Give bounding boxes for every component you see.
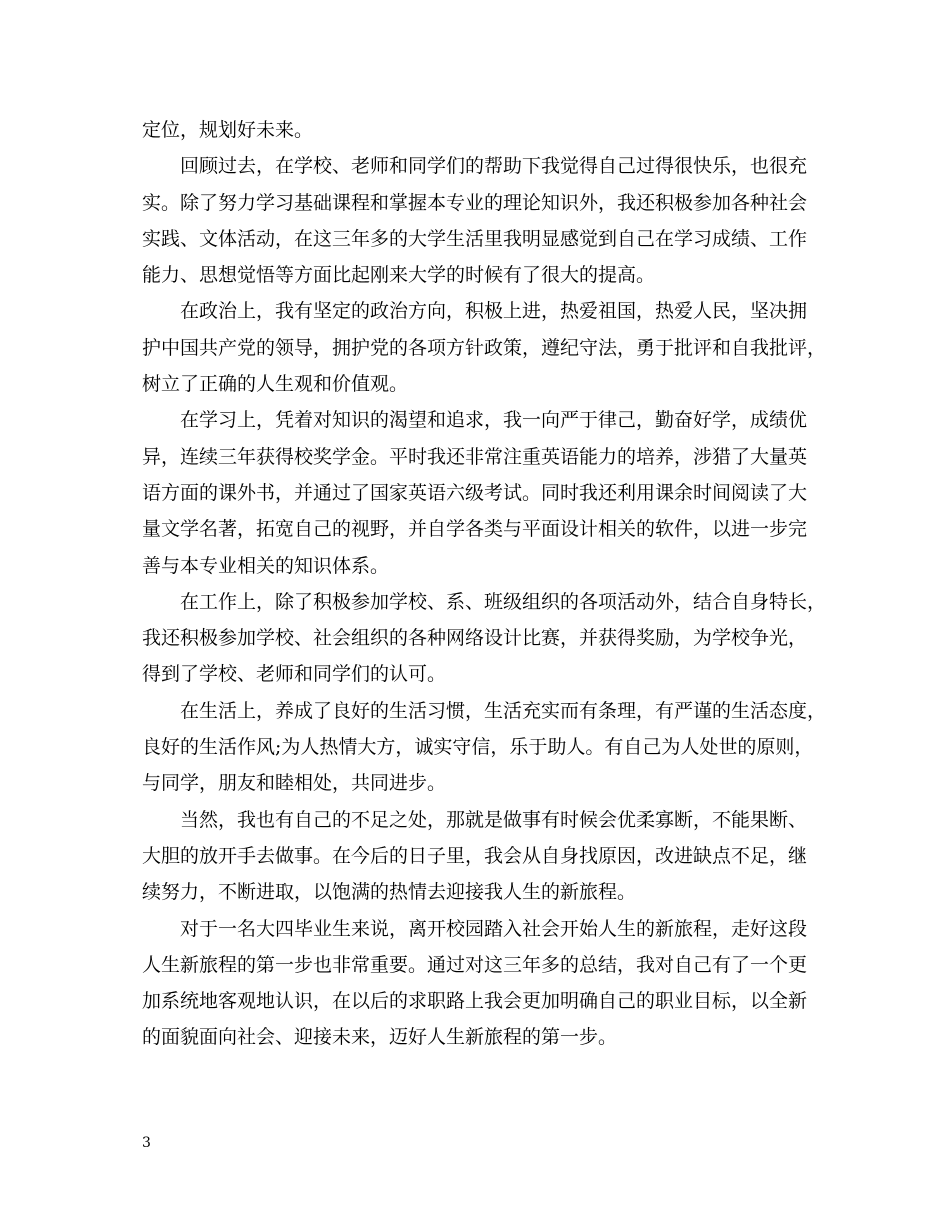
text-line: 异，连续三年获得校奖学金。平时我还非常注重英语能力的培养，涉猎了大量英 (142, 445, 808, 468)
text-line: 树立了正确的人生观和价值观。 (142, 373, 409, 396)
text-line: 量文学名著，拓宽自己的视野，并自学各类与平面设计相关的软件，以进一步完 (142, 518, 808, 541)
paragraph-first-line: 回顾过去，在学校、老师和同学们的帮助下我觉得自己过得很快乐，也很充 (180, 155, 808, 178)
text-line: 我还积极参加学校、社会组织的各种网络设计比赛，并获得奖励，为学校争光， (142, 627, 808, 650)
text-line: 大胆的放开手去做事。在今后的日子里，我会从自身找原因，改进缺点不足，继 (142, 844, 808, 867)
text-line: 实。除了努力学习基础课程和掌握本专业的理论知识外，我还积极参加各种社会 (142, 191, 808, 214)
paragraph-first-line: 对于一名大四毕业生来说，离开校园踏入社会开始人生的新旅程，走好这段 (180, 917, 808, 940)
text-line: 得到了学校、老师和同学们的认可。 (142, 663, 447, 686)
paragraph-first-line: 在生活上，养成了良好的生活习惯，生活充实而有条理，有严谨的生活态度， (180, 699, 827, 722)
page-number: 3 (142, 1135, 151, 1151)
paragraph-first-line: 在政治上，我有坚定的政治方向，积极上进，热爱祖国，热爱人民，坚决拥 (180, 300, 808, 323)
paragraph-first-line: 当然，我也有自己的不足之处，那就是做事有时候会优柔寡断，不能果断、 (180, 808, 808, 831)
text-line: 续努力，不断进取，以饱满的热情去迎接我人生的新旅程。 (142, 881, 637, 904)
text-line: 定位，规划好未来。 (142, 119, 314, 141)
text-line: 人生新旅程的第一步也非常重要。通过对这三年多的总结，我对自己有了一个更 (142, 953, 808, 976)
text-line: 的面貌面向社会、迎接未来，迈好人生新旅程的第一步。 (142, 1026, 618, 1049)
text-line: 与同学，朋友和睦相处，共同进步。 (142, 772, 447, 795)
text-line: 能力、思想觉悟等方面比起刚来大学的时候有了很大的提高。 (142, 264, 656, 287)
paragraph-first-line: 在工作上，除了积极参加学校、系、班级组织的各项活动外，结合自身特长， (180, 590, 827, 613)
text-line: 良好的生活作风;为人热情大方，诚实守信，乐于助人。有自己为人处世的原则， (142, 736, 814, 759)
text-line: 实践、文体活动，在这三年多的大学生活里我明显感觉到自己在学习成绩、工作 (142, 227, 808, 250)
paragraph-first-line: 在学习上，凭着对知识的渴望和追求，我一向严于律己，勤奋好学，成绩优 (180, 409, 808, 432)
text-line: 加系统地客观地认识，在以后的求职路上我会更加明确自己的职业目标，以全新 (142, 990, 808, 1013)
text-line: 护中国共产党的领导，拥护党的各项方针政策，遵纪守法，勇于批评和自我批评， (142, 336, 827, 359)
text-line: 善与本专业相关的知识体系。 (142, 554, 390, 577)
body-text (142, 112, 827, 1056)
text-line: 语方面的课外书，并通过了国家英语六级考试。同时我还利用课余时间阅读了大 (142, 481, 808, 504)
